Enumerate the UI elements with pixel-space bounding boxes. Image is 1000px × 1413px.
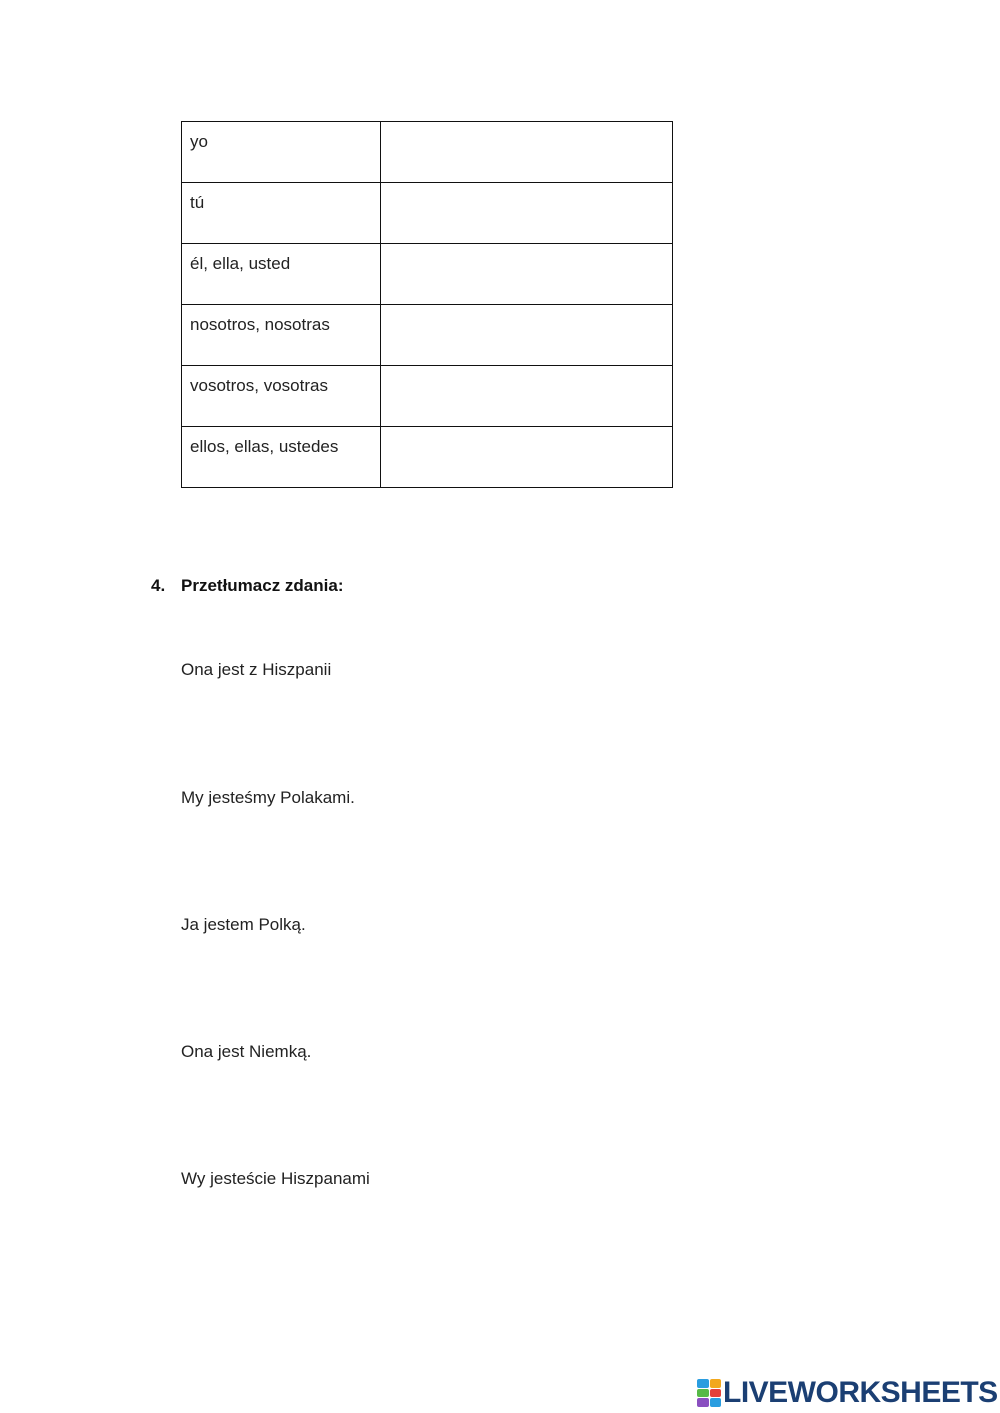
logo-block [697,1389,709,1398]
exercise-title: Przetłumacz zdania: [181,576,344,595]
table-row [182,305,673,366]
answer-cell[interactable] [381,244,673,305]
table-row [182,366,673,427]
logo-block [710,1398,722,1407]
table-row [182,244,673,305]
liveworksheets-logo[interactable] [697,1376,998,1410]
table-row [182,427,673,488]
logo-text: LIVEWORKSHEETS [723,1376,998,1409]
sentence-4: Ona jest Niemką. [181,1042,312,1061]
table-row [182,183,673,244]
answer-cell[interactable] [381,366,673,427]
sentence-5: Wy jesteście Hiszpanami [181,1169,370,1188]
answer-cell[interactable] [381,305,673,366]
answer-cell[interactable] [381,183,673,244]
conjugation-table [181,121,673,488]
pronoun-label: él, ella, usted [190,254,291,273]
pronoun-label: tú [190,193,205,212]
answer-cell[interactable] [381,427,673,488]
pronoun-cell [182,183,381,244]
logo-block [710,1389,722,1398]
pronoun-label: nosotros, nosotras [190,315,330,334]
pronoun-label: ellos, ellas, ustedes [190,437,339,456]
table-row [182,122,673,183]
logo-block [697,1379,709,1388]
pronoun-cell [182,427,381,488]
exercise-heading [151,576,344,596]
logo-block [697,1398,709,1407]
logo-block [710,1379,722,1388]
pronoun-label: vosotros, vosotras [190,376,328,395]
answer-cell[interactable] [381,122,673,183]
sentence-1: Ona jest z Hiszpanii [181,660,332,679]
exercise-number: 4. [151,576,166,595]
sentence-2: My jesteśmy Polakami. [181,788,355,807]
pronoun-cell [182,244,381,305]
sentence-3: Ja jestem Polką. [181,915,306,934]
pronoun-cell [182,122,381,183]
pronoun-cell [182,366,381,427]
liveworksheets-logo-icon [697,1379,721,1407]
pronoun-cell [182,305,381,366]
pronoun-label: yo [190,132,208,151]
